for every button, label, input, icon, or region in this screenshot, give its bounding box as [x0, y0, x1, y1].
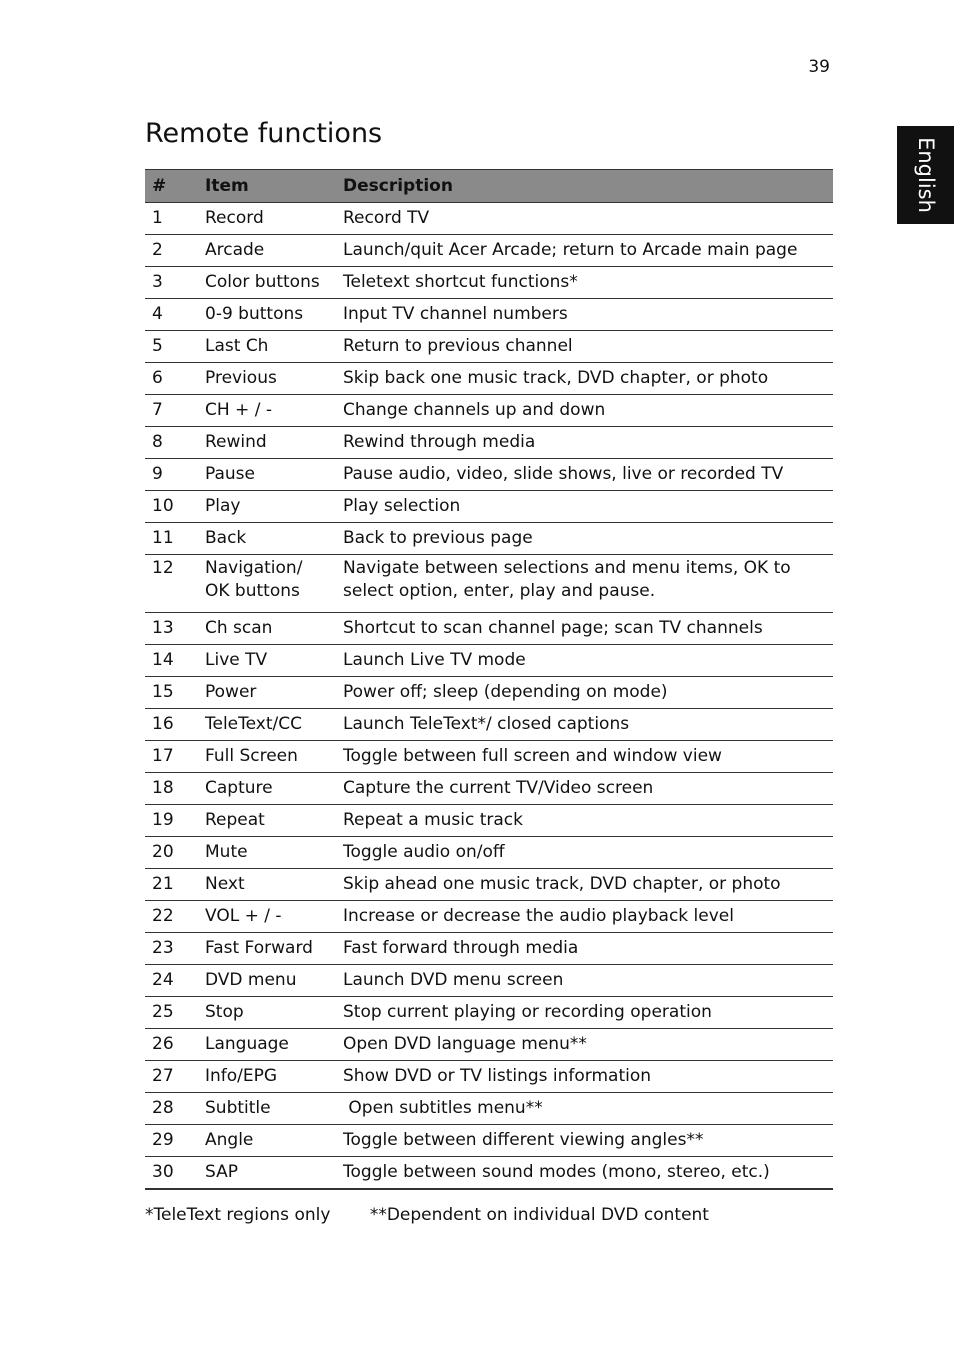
row-number: 22 [145, 901, 198, 933]
row-item: Live TV [198, 645, 336, 677]
row-item: Mute [198, 837, 336, 869]
row-number: 18 [145, 773, 198, 805]
table-row [145, 933, 833, 965]
row-item: DVD menu [198, 965, 336, 997]
row-item: Record [198, 203, 336, 235]
row-description: Change channels up and down [336, 395, 833, 427]
row-number: 17 [145, 741, 198, 773]
row-description: Launch TeleText*/ closed captions [336, 709, 833, 741]
table-row [145, 773, 833, 805]
row-number: 27 [145, 1061, 198, 1093]
row-number: 28 [145, 1093, 198, 1125]
table-body [145, 203, 833, 1190]
table-row [145, 459, 833, 491]
table-row [145, 965, 833, 997]
row-number: 11 [145, 523, 198, 555]
row-number: 7 [145, 395, 198, 427]
row-item: Arcade [198, 235, 336, 267]
row-number: 24 [145, 965, 198, 997]
row-description: Return to previous channel [336, 331, 833, 363]
table-row [145, 427, 833, 459]
side-tab-label: English [913, 137, 938, 213]
row-item: TeleText/CC [198, 709, 336, 741]
header-description: Description [336, 170, 833, 203]
row-description: Play selection [336, 491, 833, 523]
row-item: Play [198, 491, 336, 523]
table-row [145, 869, 833, 901]
row-description: Power off; sleep (depending on mode) [336, 677, 833, 709]
row-description: Rewind through media [336, 427, 833, 459]
row-item: SAP [198, 1157, 336, 1190]
row-item: Ch scan [198, 613, 336, 645]
table-row [145, 363, 833, 395]
table-row [145, 299, 833, 331]
row-item: Repeat [198, 805, 336, 837]
row-item: Power [198, 677, 336, 709]
row-number: 4 [145, 299, 198, 331]
row-number: 3 [145, 267, 198, 299]
page-title: Remote functions [145, 118, 383, 149]
row-description: Repeat a music track [336, 805, 833, 837]
row-number: 13 [145, 613, 198, 645]
row-item: Next [198, 869, 336, 901]
row-description: Skip ahead one music track, DVD chapter, or photo [336, 869, 833, 901]
row-description: Increase or decrease the audio playback level [336, 901, 833, 933]
row-description: Open DVD language menu** [336, 1029, 833, 1061]
footnotes [145, 1205, 709, 1225]
row-number: 6 [145, 363, 198, 395]
row-item: 0-9 buttons [198, 299, 336, 331]
row-description: Stop current playing or recording operation [336, 997, 833, 1029]
row-description: Toggle audio on/off [336, 837, 833, 869]
language-side-tab [897, 126, 954, 224]
row-description: Show DVD or TV listings information [336, 1061, 833, 1093]
table-row [145, 395, 833, 427]
row-number: 21 [145, 869, 198, 901]
row-number: 14 [145, 645, 198, 677]
row-number: 8 [145, 427, 198, 459]
row-description: Capture the current TV/Video screen [336, 773, 833, 805]
row-description: Fast forward through media [336, 933, 833, 965]
table-row [145, 677, 833, 709]
table-row [145, 613, 833, 645]
row-number: 10 [145, 491, 198, 523]
row-description: Launch DVD menu screen [336, 965, 833, 997]
row-item: Capture [198, 773, 336, 805]
table-row [145, 491, 833, 523]
footnote-dvd: **Dependent on individual DVD content [369, 1205, 709, 1225]
table-row [145, 1029, 833, 1061]
row-description: Shortcut to scan channel page; scan TV channels [336, 613, 833, 645]
row-item: Stop [198, 997, 336, 1029]
row-description: Back to previous page [336, 523, 833, 555]
table-row [145, 523, 833, 555]
table-row [145, 267, 833, 299]
row-number: 20 [145, 837, 198, 869]
row-number: 9 [145, 459, 198, 491]
row-description: Record TV [336, 203, 833, 235]
table-row [145, 1125, 833, 1157]
row-description: Launch Live TV mode [336, 645, 833, 677]
header-number: # [145, 170, 198, 203]
row-number: 19 [145, 805, 198, 837]
row-item: Color buttons [198, 267, 336, 299]
row-item: Previous [198, 363, 336, 395]
row-item: Pause [198, 459, 336, 491]
row-number: 26 [145, 1029, 198, 1061]
row-number: 12 [145, 555, 198, 613]
table-row [145, 203, 833, 235]
row-number: 16 [145, 709, 198, 741]
row-item: Info/EPG [198, 1061, 336, 1093]
row-number: 5 [145, 331, 198, 363]
row-number: 2 [145, 235, 198, 267]
table-header-row [145, 170, 833, 203]
row-description: Toggle between different viewing angles** [336, 1125, 833, 1157]
table-row [145, 645, 833, 677]
row-description: Toggle between full screen and window view [336, 741, 833, 773]
header-item: Item [198, 170, 336, 203]
row-item: Angle [198, 1125, 336, 1157]
page-number: 39 [808, 57, 830, 77]
row-number: 23 [145, 933, 198, 965]
table-row [145, 709, 833, 741]
row-description: Input TV channel numbers [336, 299, 833, 331]
row-number: 1 [145, 203, 198, 235]
table-row [145, 901, 833, 933]
row-description: Skip back one music track, DVD chapter, or photo [336, 363, 833, 395]
row-description: Pause audio, video, slide shows, live or recorded TV [336, 459, 833, 491]
row-description: Navigate between selections and menu items, OK to select option, enter, play and pause. [336, 555, 833, 613]
row-item: Last Ch [198, 331, 336, 363]
table-row [145, 235, 833, 267]
row-item: VOL + / - [198, 901, 336, 933]
row-description: Open subtitles menu** [336, 1093, 833, 1125]
table-row [145, 1061, 833, 1093]
table-row [145, 555, 833, 613]
table-row [145, 805, 833, 837]
table-row [145, 997, 833, 1029]
row-item: Language [198, 1029, 336, 1061]
row-number: 25 [145, 997, 198, 1029]
table-row [145, 741, 833, 773]
row-number: 29 [145, 1125, 198, 1157]
row-number: 30 [145, 1157, 198, 1190]
table-row [145, 331, 833, 363]
row-item: CH + / - [198, 395, 336, 427]
row-description: Launch/quit Acer Arcade; return to Arcade main page [336, 235, 833, 267]
row-item: Full Screen [198, 741, 336, 773]
table-row [145, 1093, 833, 1125]
row-item: Back [198, 523, 336, 555]
row-item: Rewind [198, 427, 336, 459]
footnote-teletext: *TeleText regions only [145, 1205, 331, 1225]
row-description: Toggle between sound modes (mono, stereo, etc.) [336, 1157, 833, 1190]
row-description: Teletext shortcut functions* [336, 267, 833, 299]
remote-functions-table [145, 169, 833, 1190]
row-item: Navigation/ OK buttons [198, 555, 336, 613]
row-number: 15 [145, 677, 198, 709]
table-row [145, 837, 833, 869]
row-item: Subtitle [198, 1093, 336, 1125]
row-item: Fast Forward [198, 933, 336, 965]
table-row [145, 1157, 833, 1190]
